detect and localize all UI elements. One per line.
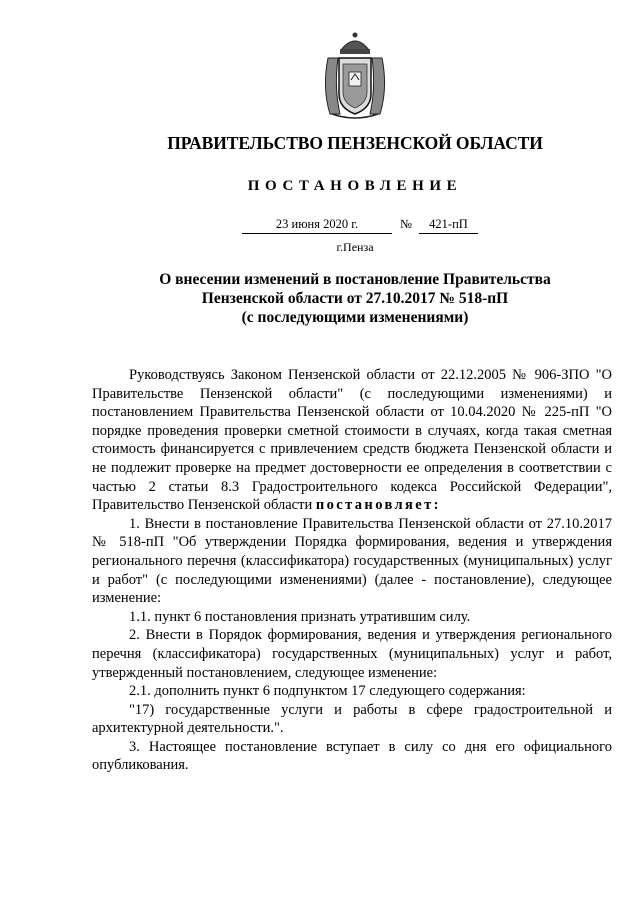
clause-2-1-text: "17) государственные услуги и работы в сфере градостроительной и архитектурной деятельности.". (92, 701, 612, 737)
coat-of-arms-icon (316, 28, 394, 122)
subject-line: О внесении изменений в постановление Правительства (159, 271, 551, 288)
resolves-word: постановляет: (315, 497, 441, 514)
document-type-title: ПОСТАНОВЛЕНИЕ (247, 178, 463, 194)
document-subject (0, 270, 640, 327)
government-title: ПРАВИТЕЛЬСТВО ПЕНЗЕНСКОЙ ОБЛАСТИ (167, 133, 543, 153)
preamble-paragraph (92, 366, 612, 515)
decree-date: 23 июня 2020 г. (242, 216, 392, 234)
clause-3: 3. Настоящее постановление вступает в силу со дня его официального опубликования. (92, 738, 612, 774)
number-sign: № (400, 217, 412, 231)
subject-line: (с последующими изменениями) (241, 309, 469, 326)
preamble-text: Руководствуясь Законом Пензенской области от 22.12.2005 № 906-ЗПО "О Правительстве Пензенской области" (с последующими изменениями) и постановлением Правительства Пензенской области от 10.04.2020 № 225-пП "О порядке проведения проверки сметной стоимости в случаях, когда такая сметная стоимость финансируется с привлечением средств бюджета Пензенской области и не подлежит проверке на предмет достоверности ее определения в соответствии с частью 2 статьи 8.3 Градостроительного кодекса Российской Федерации", Правительство Пензенской области (92, 367, 612, 514)
clause-2: 2. Внести в Порядок формирования, ведения и утверждения регионального перечня (классификатора) государственных (муниципальных) услуг и работ, утвержденный постановлением, следующее изменение: (92, 627, 612, 681)
subject-line: Пензенской области от 27.10.2017 № 518-пП (201, 290, 509, 307)
clause-1-1: 1.1. пункт 6 постановления признать утратившим силу. (129, 608, 471, 625)
clause-1: 1. Внести в постановление Правительства Пензенской области от 27.10.2017 № 518-пП "Об утверждении Порядка формирования, ведения и утверждения регионального перечня (классификатора) государственных (муниципальных) услуг и работ" (с последующими изменениями) (далее - постановление), следующее изменение: (92, 515, 612, 607)
document-body (92, 366, 612, 775)
clause-2-1: 2.1. дополнить пункт 6 подпунктом 17 следующего содержания: (129, 683, 526, 700)
decree-number: 421-пП (419, 216, 478, 234)
city-label: г.Пенза (336, 240, 374, 254)
